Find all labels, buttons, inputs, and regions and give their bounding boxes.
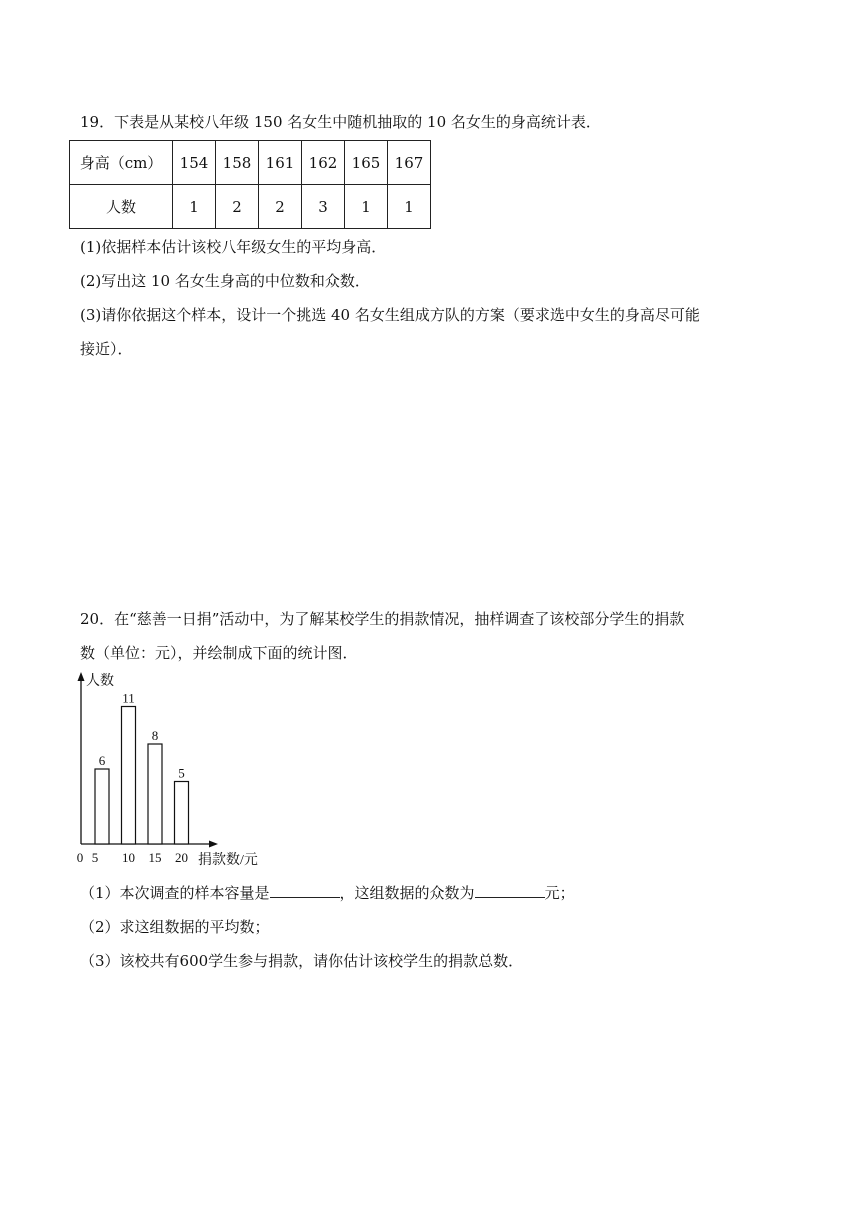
count-cell: 3: [302, 185, 345, 229]
x-tick-label: 5: [91, 850, 99, 865]
x-tick-label: 15: [148, 850, 162, 865]
y-axis-label: 人数: [86, 674, 114, 689]
height-table: [69, 140, 431, 229]
q20-part3: （3）该校共有600学生参与捐款，请你估计该校学生的捐款总数．: [80, 952, 524, 970]
q19-part3-line2: 接近）．: [80, 340, 133, 358]
table-row: [70, 141, 431, 185]
x-tick-label: 10: [122, 850, 135, 865]
count-row-label: 人数: [70, 185, 173, 229]
q20-intro-line2: 数（单位：元），并绘制成下面的统计图．: [80, 644, 358, 662]
height-cell: 165: [345, 141, 388, 185]
q19-intro: 19．下表是从某校八年级 150 名女生中随机抽取的 10 名女生的身高统计表．: [80, 113, 601, 131]
bar-15: [148, 744, 162, 844]
height-cell: 167: [388, 141, 431, 185]
height-cell: 161: [259, 141, 302, 185]
bar-value-label: 11: [122, 690, 135, 706]
count-cell: 1: [388, 185, 431, 229]
count-cell: 2: [216, 185, 259, 229]
bar-20: [175, 782, 189, 845]
height-cell: 154: [173, 141, 216, 185]
q20-part1-text-a: （1）本次调查的样本容量是: [80, 884, 270, 902]
answer-blank-sample-size[interactable]: [270, 883, 340, 898]
count-cell: 1: [345, 185, 388, 229]
height-row-label: 身高（cm）: [70, 141, 173, 185]
x-axis-label: 捐款数/元: [198, 853, 258, 868]
count-cell: 1: [173, 185, 216, 229]
bar-5: [95, 769, 109, 844]
q20-intro-line1: 20．在“慈善一日捐”活动中，为了解某校学生的捐款情况，抽样调查了该校部分学生的捐款: [80, 610, 685, 628]
bars-group: [92, 691, 189, 866]
height-cell: 158: [216, 141, 259, 185]
q19-part1: (1)依据样本估计该校八年级女生的平均身高．: [80, 238, 387, 256]
height-cell: 162: [302, 141, 345, 185]
bar-value-label: 8: [151, 728, 159, 743]
answer-blank-mode[interactable]: [475, 883, 545, 898]
table-row: [70, 185, 431, 229]
x-tick-label: 20: [175, 850, 188, 865]
q20-part1-text-c: 元；: [544, 884, 575, 902]
donation-bar-chart: [64, 668, 284, 872]
q19-part3-line1: (3)请你依据这个样本，设计一个挑选 40 名女生组成方队的方案（要求选中女生的身高尽可能: [80, 306, 700, 324]
count-cell: 2: [259, 185, 302, 229]
bar-10: [122, 707, 136, 845]
q20-part2: （2）求这组数据的平均数；: [80, 918, 270, 936]
q20-part1: [80, 883, 575, 903]
q19-part2: (2)写出这 10 名女生身高的中位数和众数．: [80, 272, 370, 290]
q20-part1-text-b: ，这组数据的众数为: [339, 884, 475, 902]
origin-label: 0: [76, 850, 84, 865]
y-axis: [78, 672, 85, 844]
bar-value-label: 5: [178, 765, 185, 781]
bar-value-label: 6: [98, 753, 106, 768]
